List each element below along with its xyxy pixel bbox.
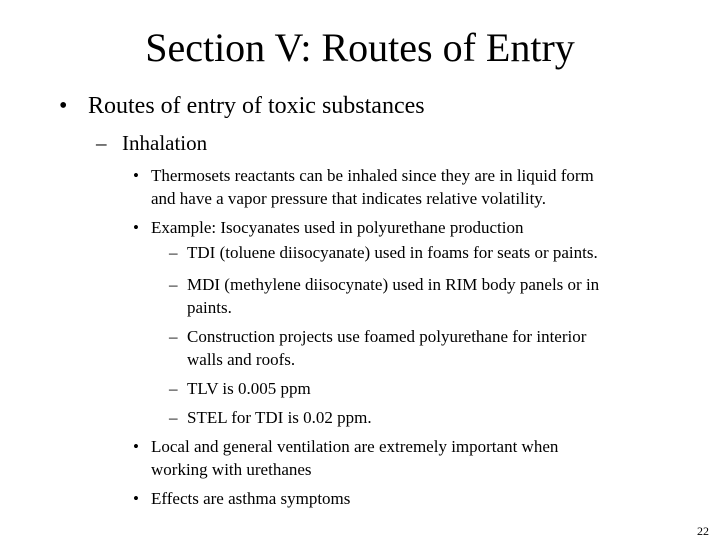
bullet-thermosets-line-1: Thermosets reactants can be inhaled since they are in liquid form [151, 166, 594, 185]
bullet-stel: STEL for TDI is 0.02 ppm. [187, 408, 372, 427]
slide-title: Section V: Routes of Entry [145, 25, 575, 70]
dash-icon: – [169, 408, 178, 427]
bullet-tdi: TDI (toluene diisocyanate) used in foams for seats or paints. [187, 243, 598, 262]
bullet-mdi-line-2: paints. [187, 298, 232, 317]
bullet-inhalation: Inhalation [122, 131, 208, 155]
bullet-construction-line-2: walls and roofs. [187, 350, 296, 369]
bullet-dot-icon: • [133, 489, 139, 508]
bullet-ventilation-line-2: working with urethanes [151, 460, 312, 479]
slide-number: 22 [697, 524, 709, 538]
bullet-effects: Effects are asthma symptoms [151, 489, 351, 508]
bullet-dot-icon: • [133, 218, 139, 237]
dash-icon: – [169, 275, 178, 294]
dash-icon: – [169, 327, 178, 346]
bullet-construction-line-1: Construction projects use foamed polyurethane for interior [187, 327, 587, 346]
bullet-mdi-line-1: MDI (methylene diisocynate) used in RIM body panels or in [187, 275, 600, 294]
dash-icon: – [169, 379, 178, 398]
bullet-example: Example: Isocyanates used in polyurethane production [151, 218, 524, 237]
dash-icon: – [169, 243, 178, 262]
bullet-thermosets-line-2: and have a vapor pressure that indicates relative volatility. [151, 189, 546, 208]
bullet-routes-of-entry: Routes of entry of toxic substances [88, 93, 425, 119]
bullet-ventilation-line-1: Local and general ventilation are extremely important when [151, 437, 559, 456]
bullet-dot-icon: • [133, 437, 139, 456]
bullet-dot-icon: • [59, 93, 68, 119]
bullet-dot-icon: • [133, 166, 139, 185]
bullet-tlv: TLV is 0.005 ppm [187, 379, 311, 398]
dash-icon: – [96, 131, 107, 155]
